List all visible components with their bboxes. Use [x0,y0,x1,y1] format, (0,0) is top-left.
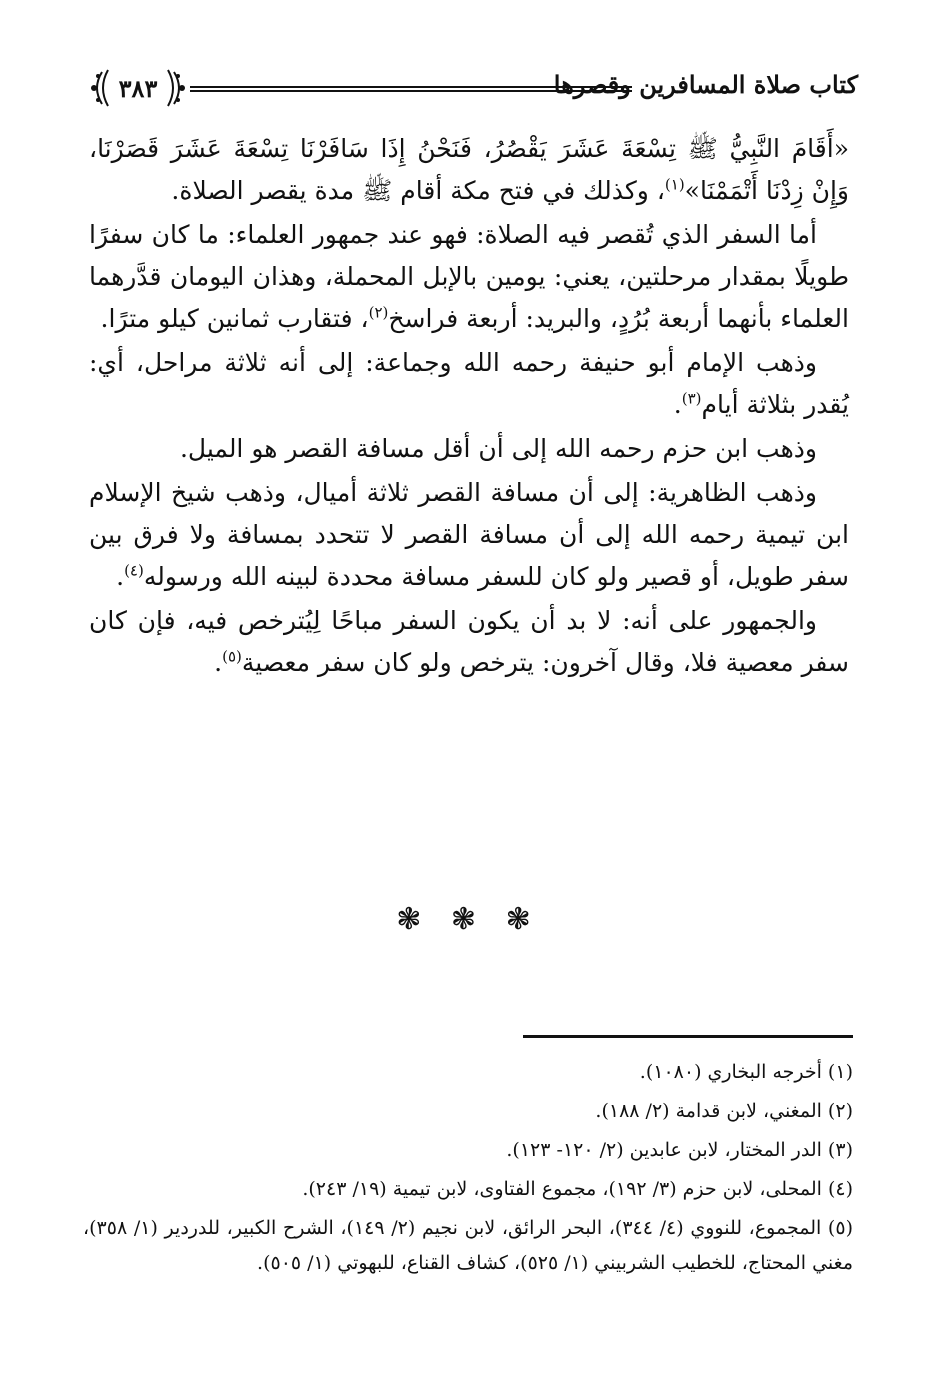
footnote-4: (٤) المحلى، لابن حزم (٣/ ١٩٢)، مجموع الفتاوى، لابن تيمية (١٩/ ٢٤٣). [302,1178,853,1200]
paragraph-text: والجمهور على أنه: لا بد أن يكون السفر مباحًا لِيُترخص فيه، فإن كان سفر معصية فلا، وقال آخرون: يترخص ولو كان سفر معصية [89,606,849,677]
paragraph-tail: ، فتقارب ثمانين كيلو مترًا. [100,304,369,333]
paragraph-tail: . [673,390,682,419]
footnote-1: (١) أخرجه البخاري (١٠٨٠). [639,1061,853,1083]
paragraph-text: وذهب الظاهرية: إلى أن مسافة القصر ثلاثة أميال، وذهب شيخ الإسلام ابن تيمية رحمه الله إلى أن مسافة القصر لا تتحدد بمسافة ولا فرق بين سفر طويل، أو قصير ولو كان للسفر مسافة محددة لبينه الله ورسوله [89,478,849,591]
paragraph-tail: . [214,648,223,677]
footnote-3: (٣) الدر المختار، لابن عابدين (٢/ ١٢٠- ١٢٣). [506,1139,853,1161]
footnote-ref: (١) [664,175,685,194]
footnote-rule [523,1035,853,1038]
paragraph-text: «أَقَامَ النَّبِيُّ ﷺ تِسْعَةَ عَشَرَ يَقْصُرُ، فَنَحْنُ إِذَا سَافَرْنَا تِسْعَةَ عَشَرَ قَصَرْنَا، وَإِنْ زِدْنَا أَتْمَمْنَا» [89,134,849,205]
paragraph-text: وذهب ابن حزم رحمه الله إلى أن أقل مسافة القصر هو الميل. [179,434,817,463]
paragraph-5 [89,472,849,598]
paragraph-4 [89,428,849,470]
footnotes [83,1055,853,1285]
paragraph-tail: ، وكذلك في فتح مكة أقام ﷺ مدة يقصر الصلاة. [171,176,665,205]
running-title: كتاب صلاة المسافرين وقصرها [553,70,858,99]
footnote-2: (٢) المغني، لابن قدامة (٢/ ١٨٨). [595,1100,853,1122]
paragraph-2 [89,214,849,340]
footnote-ref: (٥) [222,647,242,666]
paragraph-tail: . [116,562,125,591]
section-ornament: ❃ ❃ ❃ [396,902,541,937]
footnote-ref: (٢) [368,303,389,322]
paragraph-3 [89,342,849,426]
header-rule [190,86,632,92]
main-text [89,128,849,686]
footnote-ref: (٤) [124,561,144,580]
paragraph-1 [89,128,849,212]
paragraph-text: وذهب الإمام أبو حنيفة رحمه الله وجماعة: إلى أنه ثلاثة مراحل، أي: يُقدر بثلاثة أيام [89,348,849,419]
paragraph-text: أما السفر الذي تُقصر فيه الصلاة: فهو عند جمهور العلماء: ما كان سفرًا طويلًا بمقدار مرحلتين، يعني: يومين بالإبل المحملة، وهذان اليومان قدَّرهما العلماء بأنهما أربعة بُرُدٍ، والبريد: أربعة فراسخ [89,220,849,333]
footnote-5: (٥) المجموع، للنووي (٤/ ٣٤٤)، البحر الرائق، لابن نجيم (٢/ ١٤٩)، الشرح الكبير، للدردير (١/ ٣٥٨)، مغني المحتاج، للخطيب الشربيني (١/ ٥٢٥)، كشاف القناع، للبهوتي (١/ ٥٠٥). [83,1217,853,1274]
footnote-ref: (٣) [681,389,702,408]
page-number: ٣٨٣ [118,74,158,103]
page-header [88,62,858,114]
paragraph-6 [89,600,849,684]
page-number-frame [88,66,188,110]
